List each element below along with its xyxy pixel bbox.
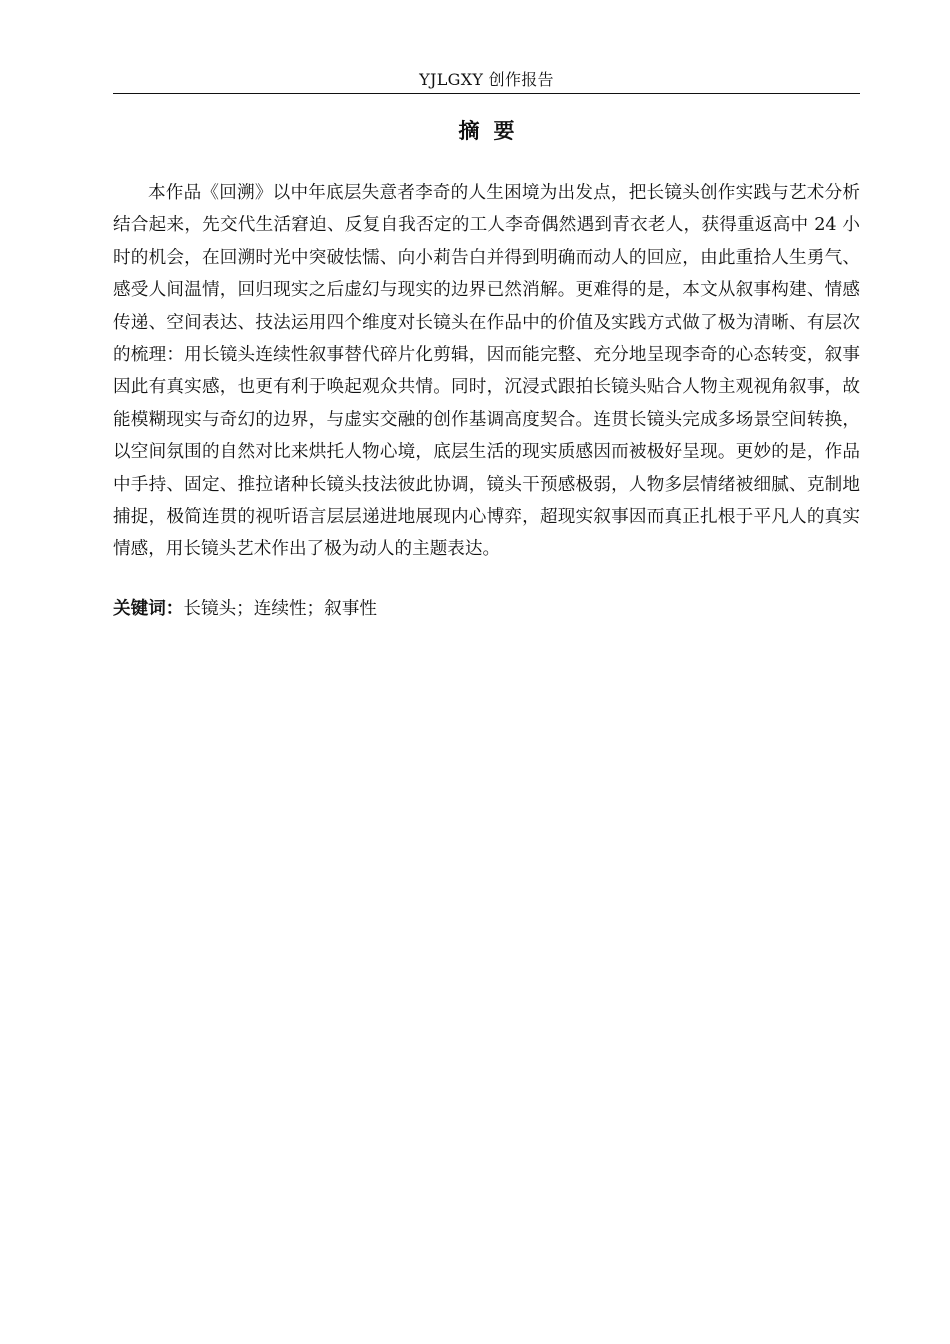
keywords-line	[113, 593, 860, 625]
abstract-body: 本作品《回溯》以中年底层失意者李奇的人生困境为出发点，把长镜头创作实践与艺术分析结合起来，先交代生活窘迫、反复自我否定的工人李奇偶然遇到青衣老人，获得重返高中 24 小时的机会，在回溯时光中突破怯懦、向小莉告白并得到明确而动人的回应，由此重拾人生勇气、感受人间温情，回归现实之后虚幻与现实的边界已然消解。更难得的是，本文从叙事构建、情感传递、空间表达、技法运用四个维度对长镜头在作品中的价值及实践方式做了极为清晰、有层次的梳理：用长镜头连续性叙事替代碎片化剪辑，因而能完整、充分地呈现李奇的心态转变，叙事因此有真实感，也更有利于唤起观众共情。同时，沉浸式跟拍长镜头贴合人物主观视角叙事，故能模糊现实与奇幻的边界，与虚实交融的创作基调高度契合。连贯长镜头完成多场景空间转换，以空间氛围的自然对比来烘托人物心境，底层生活的现实质感因而被极好呈现。更妙的是，作品中手持、固定、推拉诸种长镜头技法彼此协调，镜头干预感极弱，人物多层情绪被细腻、克制地捕捉，极简连贯的视听语言层层递进地展现内心博弈，超现实叙事因而真正扎根于平凡人的真实情感，用长镜头艺术作出了极为动人的主题表达。	[113, 183, 860, 560]
keywords-value: 长镜头；连续性；叙事性	[183, 599, 377, 619]
running-header: YJLGXY 创作报告	[419, 70, 554, 89]
abstract-title: 摘要	[458, 119, 529, 143]
header-rule	[113, 93, 860, 94]
keywords-label: 关键词：	[113, 599, 184, 619]
